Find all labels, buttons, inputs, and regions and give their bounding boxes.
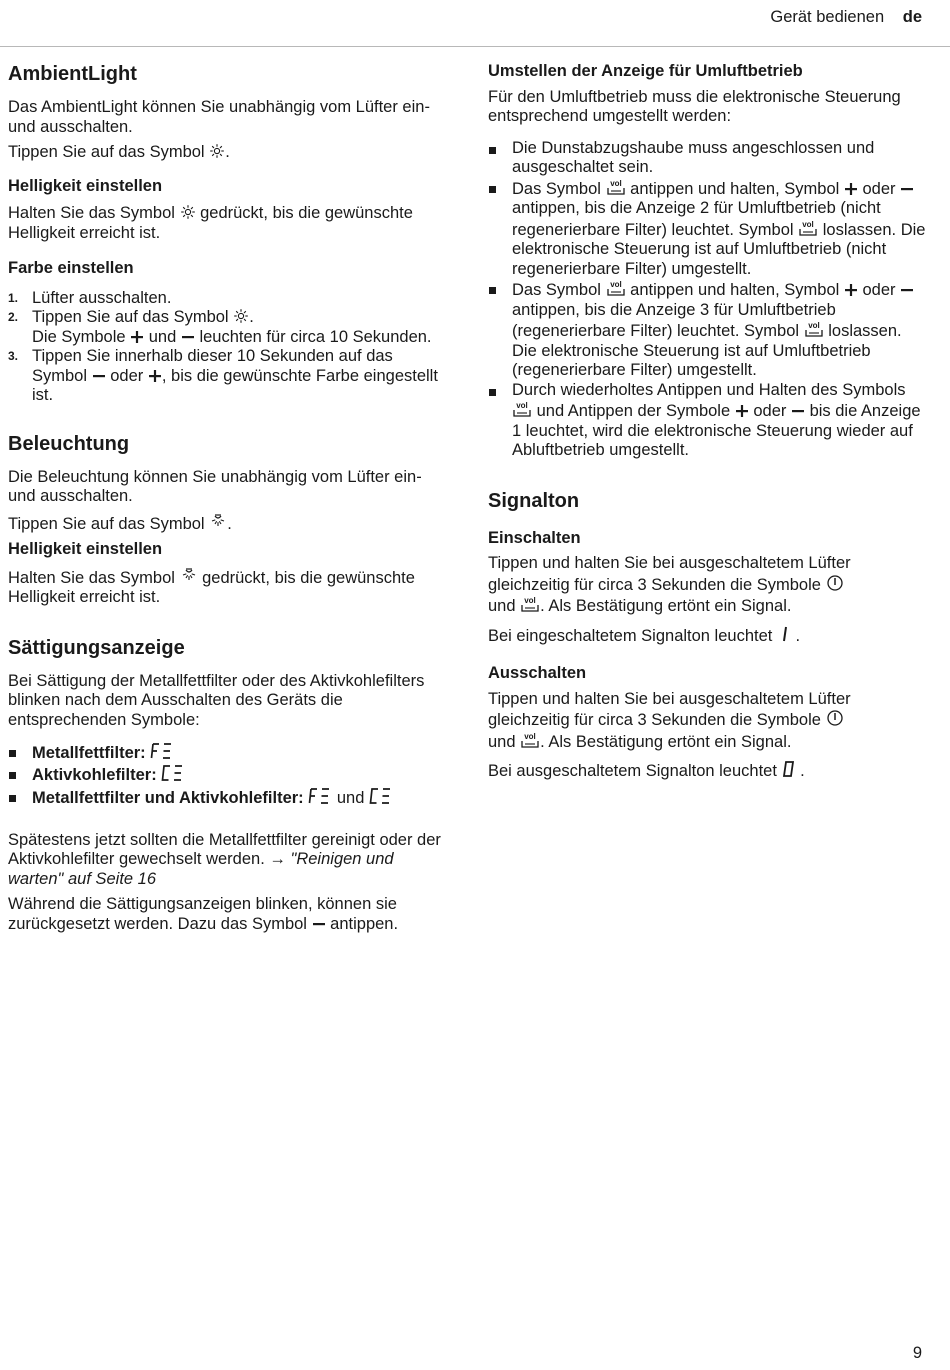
beleuchtung-heading: Beleuchtung [8, 432, 130, 455]
step-text: und [148, 327, 177, 346]
page-reference-link[interactable]: "Reinigen und warten" auf Seite 16 [8, 850, 394, 888]
ambientlight-brightness-text-a: Halten Sie das Symbol [8, 204, 175, 222]
result-text: Bei ausgeschaltetem Signalton leuchtet [488, 762, 777, 780]
power-icon [826, 709, 844, 727]
einschalten-text [488, 554, 928, 617]
digit-display-1 [777, 625, 791, 643]
umluft-bullet-3 [488, 279, 928, 381]
bullet-text: Die Dunstabzugshaube muss angeschlossen und ausgeschaltet sein. [512, 138, 875, 176]
beleuchtung-brightness-text-b: gedrückt, bis die gewünschte Helligkeit erreicht ist. [8, 568, 415, 606]
ausschalten-heading: Ausschalten [488, 664, 587, 682]
ambientlight-tap-end: . [225, 143, 230, 161]
einschalten-heading: Einschalten [488, 528, 581, 547]
vol-icon [798, 219, 818, 237]
right-column [488, 62, 928, 782]
minus-icon [791, 404, 805, 418]
step-number: 2. [8, 310, 19, 324]
saettigung-note [8, 831, 448, 890]
step-text: leuchten für circa 10 Sekunden. [199, 327, 432, 346]
saettigung-item-both [8, 787, 448, 809]
bullet-square [9, 795, 16, 802]
result-end: . [795, 626, 801, 645]
bullet-text: oder [862, 281, 896, 299]
beleuchtung-tap-end: . [227, 514, 232, 533]
result-text: Bei eingeschaltetem Signalton leuchtet [488, 626, 773, 645]
result-end: . [800, 762, 805, 780]
bullet-text: bis die Anzeige 1 leuchtet, wird die elektronische Steuerung wieder auf Abluftbetrieb umgestellt. [512, 402, 921, 459]
bullet-square [489, 287, 496, 294]
step-text: Tippen Sie auf das Symbol [32, 308, 229, 326]
bullet-text: loslassen. Die elektronische Steuerung ist auf Umluftbetrieb (regenerierbare Filter) umgestellt. [512, 322, 902, 379]
vol-icon [520, 731, 540, 749]
item-label: Aktivkohlefilter: [32, 765, 157, 784]
ambientlight-sun-icon [209, 143, 225, 159]
plus-icon [735, 404, 749, 418]
plus-icon [148, 369, 162, 383]
header-language: de [902, 8, 922, 26]
bullet-square [9, 750, 16, 757]
step-number: 3. [8, 349, 19, 363]
bullet-square [489, 186, 496, 193]
svg-text:vol: vol [609, 178, 622, 188]
bullet-text: Das Symbol [512, 281, 601, 299]
header-section-title: Gerät bedienen [770, 8, 885, 26]
bullet-text: und Antippen der Symbole [536, 402, 731, 420]
signal-text: . Als Bestätigung ertönt ein Signal. [540, 732, 792, 751]
minus-icon [900, 182, 914, 196]
umluft-bullet-2 [488, 178, 928, 280]
step-text: Tippen Sie innerhalb dieser 10 Sekunden auf das Symbol [32, 347, 393, 385]
ausschalten-text [488, 690, 928, 753]
ce-segment-icon [369, 787, 393, 805]
bullet-square [489, 147, 496, 154]
signalton-heading: Signalton [488, 489, 580, 512]
color-step-2 [8, 308, 448, 347]
svg-text:vol: vol [524, 596, 536, 605]
color-step-1 [8, 289, 448, 309]
reset-text: Während die Sättigungsanzeigen blinken, können sie zurückgesetzt werden. Dazu das Symbol [8, 895, 397, 933]
minus-icon [92, 369, 106, 383]
saettigung-heading: Sättigungsanzeige [8, 636, 185, 659]
signal-text: und [488, 597, 516, 615]
minus-icon [312, 917, 326, 931]
color-heading: Farbe einstellen [8, 259, 134, 277]
umluft-heading: Umstellen der Anzeige für Umluftbetrieb [488, 62, 803, 80]
step-text: Die Symbole [32, 327, 126, 346]
ambientlight-sun-icon [233, 308, 249, 324]
plus-icon [844, 182, 858, 196]
minus-icon [900, 283, 914, 297]
svg-text:vol: vol [609, 280, 622, 289]
einschalten-result [488, 625, 928, 647]
page-number: 9 [912, 1344, 922, 1362]
power-icon [826, 574, 844, 592]
umluft-bullet-1 [488, 139, 928, 178]
bullet-text: Durch wiederholtes Antippen und Halten des Symbols [512, 380, 906, 399]
fe-segment-icon [150, 742, 174, 760]
beleuchtung-intro: Die Beleuchtung können Sie unabhängig vom Lüfter ein- und ausschalten. [8, 467, 422, 505]
header-divider [0, 46, 950, 47]
fe-segment-icon [308, 787, 332, 805]
signal-text: und [488, 732, 516, 751]
ambientlight-brightness-text [8, 204, 448, 243]
umluft-bullet-4 [488, 381, 928, 461]
plus-icon [130, 330, 144, 344]
svg-text:vol: vol [807, 321, 820, 330]
bullet-text: Das Symbol [512, 179, 601, 198]
svg-text:vol: vol [516, 401, 528, 410]
ambientlight-brightness-text-b: gedrückt, bis die gewünschte Helligkeit erreicht ist. [8, 204, 413, 242]
beleuchtung-brightness-heading: Helligkeit einstellen [8, 540, 163, 558]
saettigung-reset [8, 895, 448, 934]
bullet-text: antippen und halten, Symbol [630, 281, 840, 299]
plus-icon [844, 283, 858, 297]
beleuchtung-brightness-text-a: Halten Sie das Symbol [8, 568, 175, 587]
ambientlight-heading: AmbientLight [8, 63, 137, 85]
bullet-text: antippen, bis die Anzeige 2 für Umluftbetrieb (nicht regenerierbare Filter) leuchtet. Symbol [512, 199, 881, 239]
beleuchtung-tap-text: Tippen Sie auf das Symbol [8, 514, 205, 533]
step-number: 1. [8, 290, 19, 305]
color-step-3 [8, 347, 448, 406]
vol-icon [512, 400, 532, 418]
ambientlight-sun-icon [180, 204, 196, 220]
reset-text-end: antippen. [330, 914, 399, 933]
umluft-intro: Für den Umluftbetrieb muss die elektronische Steuerung entsprechend umgestellt werden: [488, 87, 901, 125]
step-text: . [249, 308, 254, 326]
left-column [8, 62, 448, 934]
ce-segment-icon [161, 764, 185, 782]
ambientlight-intro: Das AmbientLight können Sie unabhängig vom Lüfter ein- und ausschalten. [8, 98, 430, 136]
vol-icon [606, 279, 626, 297]
bullet-text: antippen, bis die Anzeige 3 für Umluftbetrieb (regenerierbare Filter) leuchtet. Symbol [512, 300, 836, 340]
vol-icon [804, 320, 824, 338]
lamp-icon [180, 567, 198, 585]
digit-display-0 [782, 760, 796, 778]
step-text: Lüfter ausschalten. [32, 288, 172, 307]
signal-text: Tippen und halten Sie bei ausgeschaltetem Lüfter gleichzeitig für circa 3 Sekunden die Symbole [488, 554, 851, 594]
svg-text:vol: vol [802, 219, 814, 229]
bullet-text: oder [862, 179, 896, 198]
bullet-square [9, 772, 16, 779]
vol-icon [606, 178, 626, 196]
vol-icon [520, 595, 540, 613]
ausschalten-result [488, 760, 928, 782]
ambientlight-tap-text: Tippen Sie auf das Symbol [8, 143, 205, 161]
beleuchtung-tap [8, 513, 448, 535]
bullet-text: antippen und halten, Symbol [630, 179, 840, 198]
item-and: und [336, 789, 365, 807]
saettigung-intro: Bei Sättigung der Metallfettfilter oder des Aktivkohlefilters blinken nach dem Ausschalten des Geräts die entsprechenden Symbole: [8, 671, 425, 729]
signal-text: Tippen und halten Sie bei ausgeschaltetem Lüfter gleichzeitig für circa 3 Sekunden die Symbole [488, 689, 851, 729]
signal-text: . Als Bestätigung ertönt ein Signal. [540, 597, 792, 615]
bullet-square [489, 389, 496, 396]
minus-icon [181, 330, 195, 344]
lamp-icon [209, 513, 227, 531]
item-label: Metallfettfilter und Aktivkohlefilter: [32, 789, 304, 807]
bullet-text: loslassen. Die elektronische Steuerung ist auf Umluftbetrieb (nicht regenerierbare Filter) umgestellt. [512, 220, 926, 278]
ambientlight-brightness-heading: Helligkeit einstellen [8, 176, 163, 195]
bullet-text: oder [753, 402, 787, 420]
step-text: , bis die gewünschte Farbe eingestellt ist. [32, 366, 438, 404]
step-text: oder [110, 366, 144, 385]
arrow-icon: → [269, 850, 286, 868]
svg-text:vol: vol [524, 731, 536, 741]
saettigung-item-aktivkohle [8, 764, 448, 786]
note-text: Spätestens jetzt sollten die Metallfettfilter gereinigt oder der Aktivkohlefilter gewechselt werden. [8, 830, 441, 868]
page-header [770, 8, 922, 28]
saettigung-item-metallfett [8, 742, 448, 764]
item-label: Metallfettfilter: [32, 744, 146, 762]
ambientlight-tap [8, 143, 448, 163]
beleuchtung-brightness-text [8, 567, 448, 608]
